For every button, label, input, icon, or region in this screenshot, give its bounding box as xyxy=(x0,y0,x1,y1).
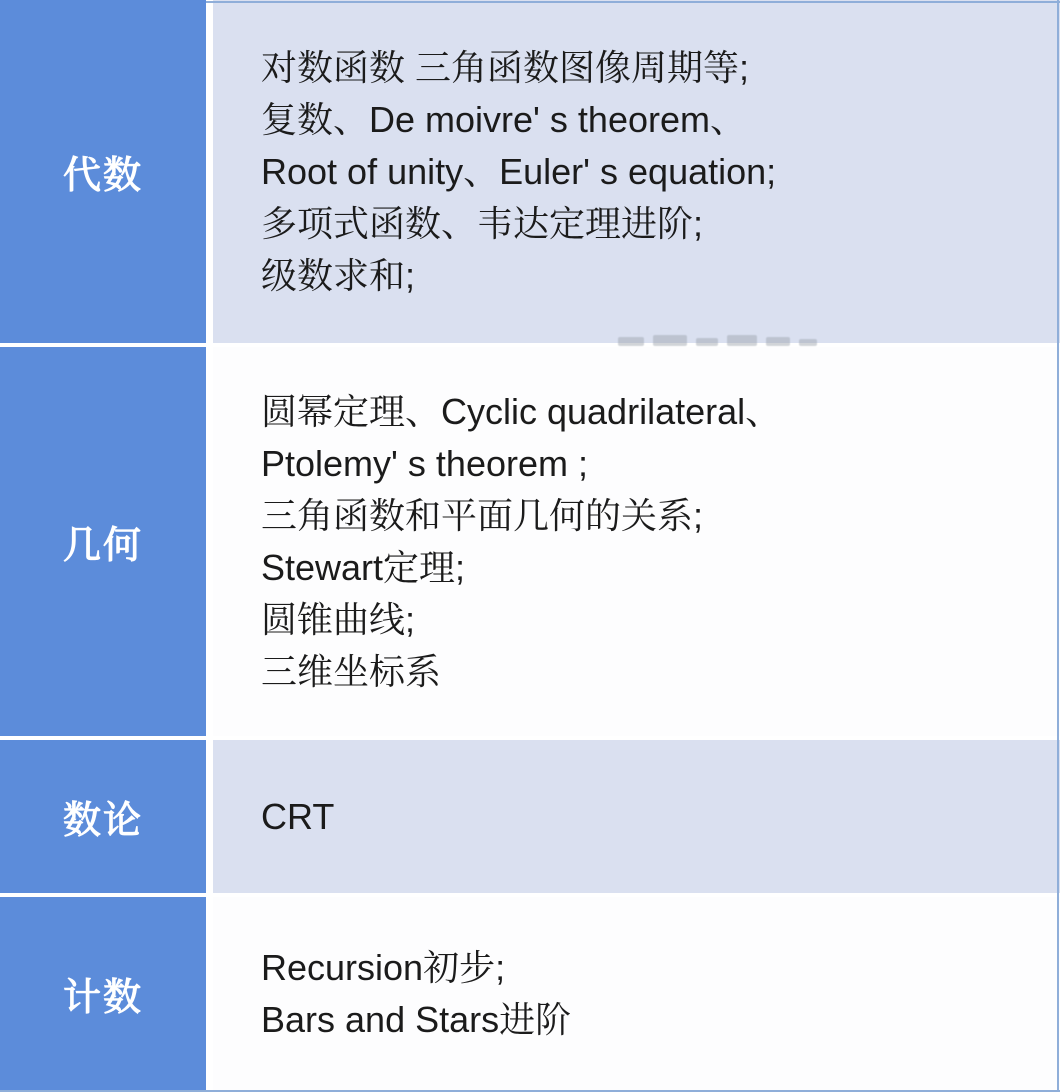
content-line: Bars and Stars进阶 xyxy=(261,998,572,1040)
category-label: 数论 xyxy=(62,800,143,842)
content-line: 级数求和; xyxy=(261,254,416,296)
content-line: Recursion初步; xyxy=(261,946,506,988)
table-row xyxy=(0,897,1060,1090)
table-row xyxy=(0,347,1060,736)
content-line: 圆锥曲线; xyxy=(261,598,416,640)
content-line: 三维坐标系 xyxy=(261,650,442,692)
content-line: 三角函数和平面几何的关系; xyxy=(261,494,704,536)
column-gap xyxy=(206,740,213,893)
category-label: 代数 xyxy=(62,155,143,197)
category-label: 计数 xyxy=(62,977,143,1019)
table-right-border xyxy=(1057,0,1059,1092)
watermark-smudge xyxy=(618,334,868,347)
content-cell xyxy=(213,0,1060,343)
content-line: CRT xyxy=(261,795,335,837)
category-cell xyxy=(0,347,206,736)
content-line: 复数、De moivre' s theorem、 xyxy=(261,98,746,140)
column-gap xyxy=(206,0,213,343)
content-line: Root of unity、Euler' s equation; xyxy=(261,150,777,192)
column-gap xyxy=(206,347,213,736)
category-label: 几何 xyxy=(62,525,143,567)
content-line: 圆幂定理、Cyclic quadrilateral、 xyxy=(261,390,782,432)
category-cell xyxy=(0,897,206,1090)
table-top-border xyxy=(206,1,1060,3)
column-gap xyxy=(206,897,213,1090)
content-line: Ptolemy' s theorem ; xyxy=(261,442,588,484)
content-line: 对数函数 三角函数图像周期等; xyxy=(261,46,750,88)
content-line: 多项式函数、韦达定理进阶; xyxy=(261,202,704,244)
content-cell xyxy=(213,897,1060,1090)
category-cell xyxy=(0,0,206,343)
content-cell xyxy=(213,347,1060,736)
table-row xyxy=(0,0,1060,343)
category-cell xyxy=(0,740,206,893)
content-cell xyxy=(213,740,1060,893)
content-line: Stewart定理; xyxy=(261,546,466,588)
table-row xyxy=(0,740,1060,893)
